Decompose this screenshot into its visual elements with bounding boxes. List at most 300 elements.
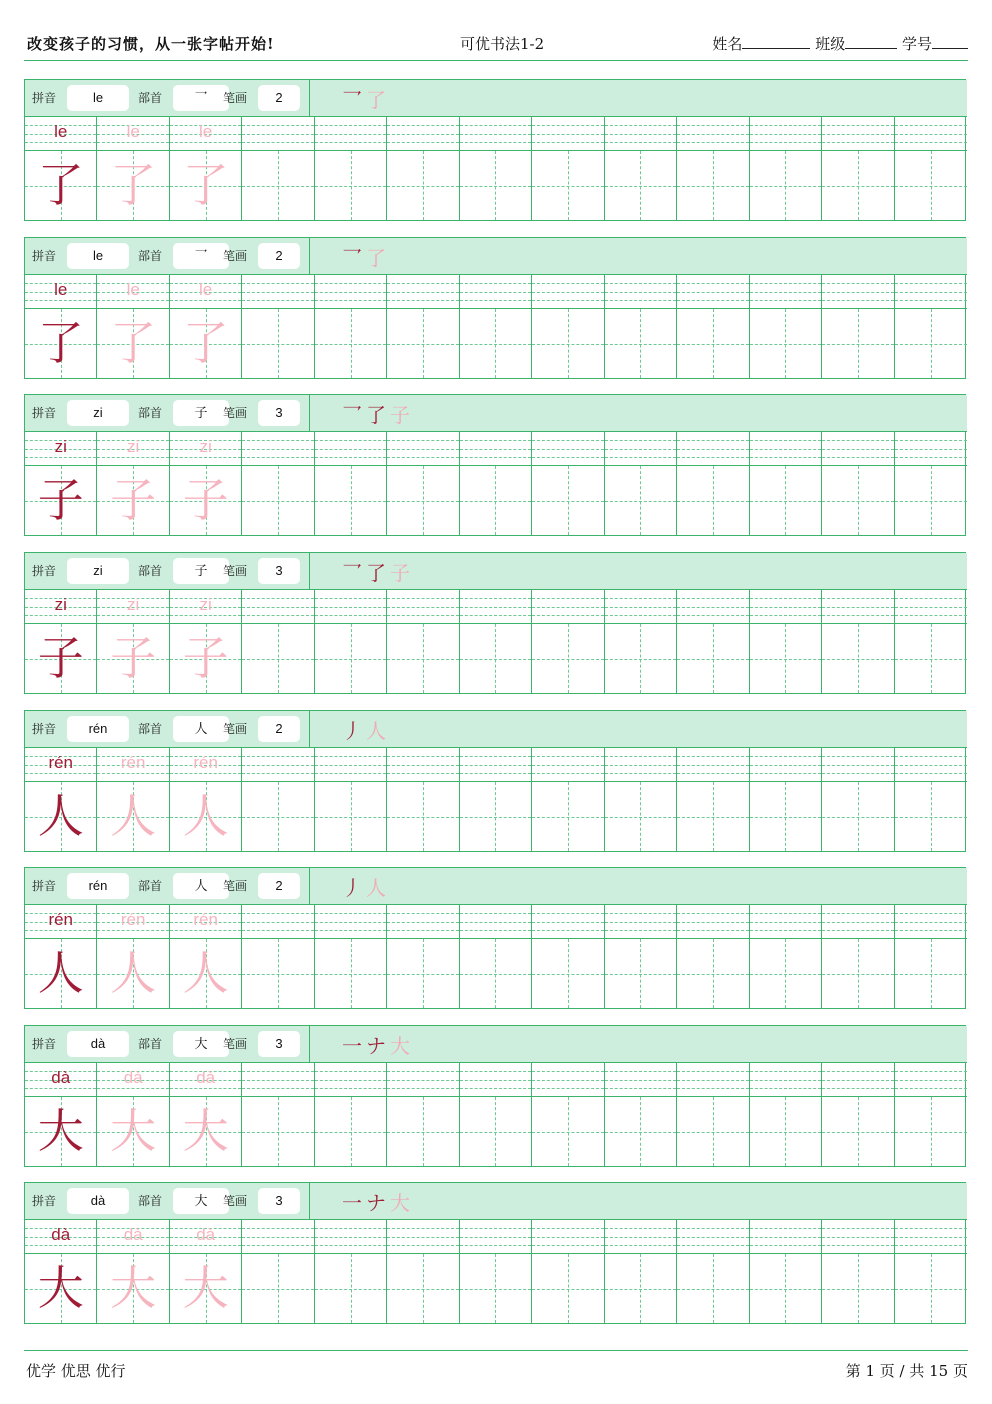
- guide-line: [895, 773, 967, 774]
- pinyin-lines: [532, 905, 603, 939]
- practice-cell[interactable]: [532, 905, 604, 1008]
- guide-line: [387, 659, 458, 660]
- practice-cell[interactable]: [822, 748, 894, 851]
- tian-grid: [170, 1097, 241, 1166]
- guide-line: [605, 125, 676, 126]
- radical-label: 部首: [138, 1037, 163, 1051]
- practice-cell[interactable]: [895, 117, 967, 220]
- practice-cell[interactable]: [387, 590, 459, 693]
- trace-character: 大: [110, 1261, 157, 1315]
- guide-line: [242, 125, 313, 126]
- practice-cell[interactable]: [242, 1220, 314, 1323]
- pinyin-lines: [822, 1063, 893, 1097]
- guide-line: [895, 1080, 967, 1081]
- practice-cell[interactable]: [822, 275, 894, 378]
- practice-cell[interactable]: [460, 275, 532, 378]
- practice-cell[interactable]: [387, 432, 459, 535]
- guide-line: [242, 501, 313, 502]
- guide-line: [605, 765, 676, 766]
- guide-line: [460, 607, 531, 608]
- trace-pinyin: zi: [127, 595, 140, 614]
- practice-cell[interactable]: [97, 748, 169, 851]
- pinyin-lines: [895, 748, 967, 782]
- practice-cell[interactable]: [895, 275, 967, 378]
- practice-cell[interactable]: [25, 1063, 97, 1166]
- practice-cell[interactable]: [822, 117, 894, 220]
- guide-line: [750, 125, 821, 126]
- practice-cell[interactable]: [605, 117, 677, 220]
- tian-grid: [25, 624, 96, 693]
- guide-line: [242, 913, 313, 914]
- practice-cell[interactable]: [315, 432, 387, 535]
- tian-grid: [532, 1254, 603, 1323]
- guide-line: [387, 1071, 458, 1072]
- practice-cell[interactable]: [750, 1220, 822, 1323]
- pinyin-lines: [242, 117, 313, 151]
- guide-line: [822, 292, 893, 293]
- guide-line: [822, 756, 893, 757]
- tian-grid: [170, 624, 241, 693]
- practice-cell[interactable]: [532, 1063, 604, 1166]
- practice-cell[interactable]: [242, 432, 314, 535]
- tian-grid: [750, 782, 821, 851]
- guide-line: [677, 1237, 748, 1238]
- guide-line: [677, 1132, 748, 1133]
- practice-cell[interactable]: [532, 117, 604, 220]
- pinyin-lines: [460, 748, 531, 782]
- guide-line: [387, 1088, 458, 1089]
- guide-line: [460, 1228, 531, 1229]
- info-divider: [309, 395, 310, 431]
- practice-cell[interactable]: [605, 1063, 677, 1166]
- pinyin-lines: [532, 1063, 603, 1097]
- info-divider: [309, 238, 310, 274]
- practice-cell[interactable]: [97, 590, 169, 693]
- tian-grid: [677, 1097, 748, 1166]
- guide-line: [242, 615, 313, 616]
- guide-line: [677, 922, 748, 923]
- guide-line: [895, 134, 967, 135]
- pinyin-lines: [605, 590, 676, 624]
- practice-cell[interactable]: [677, 117, 749, 220]
- tian-grid: [822, 309, 893, 378]
- guide-line: [532, 283, 603, 284]
- practice-cell[interactable]: [460, 1063, 532, 1166]
- pinyin-lines: [97, 275, 168, 309]
- guide-line: [532, 142, 603, 143]
- pinyin-lines: [25, 1220, 96, 1254]
- guide-line: [460, 1088, 531, 1089]
- tian-grid: [170, 309, 241, 378]
- pinyin-lines: [532, 1220, 603, 1254]
- pinyin-lines: [750, 1220, 821, 1254]
- guide-line: [387, 501, 458, 502]
- practice-cell[interactable]: [822, 1063, 894, 1166]
- tian-grid: [532, 309, 603, 378]
- pinyin-lines: [677, 590, 748, 624]
- pinyin-value: dà: [67, 1188, 129, 1214]
- practice-cell[interactable]: [315, 117, 387, 220]
- practice-cell[interactable]: [677, 590, 749, 693]
- guide-line: [822, 449, 893, 450]
- practice-cell[interactable]: [822, 905, 894, 1008]
- stroke-count-value: 2: [258, 716, 300, 742]
- guide-line: [315, 449, 386, 450]
- stroke-step: ナ: [366, 1034, 388, 1058]
- pinyin-lines: [750, 905, 821, 939]
- guide-line: [242, 1228, 313, 1229]
- practice-cell[interactable]: [170, 905, 242, 1008]
- radical-value: 大: [173, 1188, 229, 1214]
- practice-cell[interactable]: [387, 275, 459, 378]
- guide-line: [677, 765, 748, 766]
- practice-cell[interactable]: [242, 117, 314, 220]
- guide-line: [677, 283, 748, 284]
- pinyin-value: le: [67, 85, 129, 111]
- practice-cell[interactable]: [532, 590, 604, 693]
- practice-cell[interactable]: [605, 590, 677, 693]
- practice-cell[interactable]: [25, 905, 97, 1008]
- tian-grid: [25, 939, 96, 1008]
- guide-line: [822, 1080, 893, 1081]
- practice-cell[interactable]: [605, 275, 677, 378]
- practice-cell[interactable]: [895, 1063, 967, 1166]
- practice-cell[interactable]: [170, 432, 242, 535]
- tian-grid: [97, 151, 168, 220]
- guide-line: [605, 930, 676, 931]
- practice-cell[interactable]: [822, 1220, 894, 1323]
- pinyin-lines: [170, 905, 241, 939]
- practice-cell[interactable]: [242, 275, 314, 378]
- practice-cell[interactable]: [25, 1220, 97, 1323]
- guide-line: [532, 134, 603, 135]
- class-label: 班级: [815, 35, 846, 53]
- practice-cell[interactable]: [822, 590, 894, 693]
- guide-line: [750, 1080, 821, 1081]
- guide-line: [750, 501, 821, 502]
- practice-cell[interactable]: [677, 275, 749, 378]
- practice-cell[interactable]: [895, 748, 967, 851]
- guide-line: [532, 1245, 603, 1246]
- practice-cell[interactable]: [895, 432, 967, 535]
- practice-cell[interactable]: [25, 432, 97, 535]
- practice-cell[interactable]: [895, 1220, 967, 1323]
- guide-line: [387, 773, 458, 774]
- practice-cell[interactable]: [460, 905, 532, 1008]
- pinyin-lines: [170, 432, 241, 466]
- guide-line: [822, 930, 893, 931]
- radical-label: 部首: [138, 722, 163, 736]
- guide-line: [895, 1245, 967, 1246]
- tian-grid: [895, 939, 967, 1008]
- guide-line: [750, 1289, 821, 1290]
- practice-block: [24, 710, 966, 852]
- trace-character: 子: [182, 473, 229, 527]
- tian-grid: [822, 782, 893, 851]
- practice-cell[interactable]: [822, 432, 894, 535]
- guide-line: [822, 300, 893, 301]
- tian-grid: [460, 939, 531, 1008]
- guide-line: [895, 765, 967, 766]
- model-character: 大: [37, 1104, 84, 1158]
- pinyin-lines: [387, 275, 458, 309]
- practice-cell[interactable]: [25, 590, 97, 693]
- guide-line: [315, 300, 386, 301]
- guide-line: [532, 440, 603, 441]
- tian-grid: [97, 466, 168, 535]
- practice-cell[interactable]: [315, 275, 387, 378]
- pinyin-value: rén: [67, 716, 129, 742]
- pinyin-lines: [25, 748, 96, 782]
- guide-line: [315, 1088, 386, 1089]
- guide-line: [677, 134, 748, 135]
- practice-cell[interactable]: [750, 905, 822, 1008]
- practice-cell[interactable]: [532, 275, 604, 378]
- guide-line: [895, 186, 967, 187]
- practice-cell[interactable]: [170, 1220, 242, 1323]
- guide-line: [532, 449, 603, 450]
- tian-grid: [532, 151, 603, 220]
- practice-cell[interactable]: [25, 748, 97, 851]
- pinyin-lines: [677, 905, 748, 939]
- guide-line: [460, 773, 531, 774]
- class-field[interactable]: [845, 34, 897, 49]
- student-id-label: 学号: [901, 35, 932, 53]
- practice-cell[interactable]: [750, 748, 822, 851]
- tian-grid: [315, 309, 386, 378]
- trace-pinyin: dà: [196, 1068, 216, 1087]
- practice-cell[interactable]: [460, 1220, 532, 1323]
- tian-grid: [750, 466, 821, 535]
- student-id-field[interactable]: [932, 34, 968, 49]
- tian-grid: [25, 782, 96, 851]
- char-info-bar: [25, 553, 967, 590]
- tian-grid: [677, 624, 748, 693]
- tian-grid: [242, 624, 313, 693]
- guide-line: [242, 283, 313, 284]
- practice-cell[interactable]: [242, 1063, 314, 1166]
- practice-cell[interactable]: [677, 1063, 749, 1166]
- trace-character: 了: [110, 316, 157, 370]
- guide-line: [532, 598, 603, 599]
- practice-cell[interactable]: [97, 905, 169, 1008]
- pinyin-lines: [170, 1220, 241, 1254]
- guide-line: [532, 1289, 603, 1290]
- guide-line: [387, 134, 458, 135]
- practice-cell[interactable]: [170, 748, 242, 851]
- tian-grid: [460, 1254, 531, 1323]
- guide-line: [242, 930, 313, 931]
- practice-cell[interactable]: [605, 748, 677, 851]
- guide-line: [677, 344, 748, 345]
- practice-cell[interactable]: [750, 590, 822, 693]
- guide-line: [750, 1071, 821, 1072]
- practice-cell[interactable]: [387, 117, 459, 220]
- stroke-step: 乛: [342, 561, 364, 585]
- practice-cell[interactable]: [25, 275, 97, 378]
- guide-line: [242, 186, 313, 187]
- guide-line: [822, 659, 893, 660]
- tian-grid: [605, 939, 676, 1008]
- stroke-step: 丿: [342, 876, 364, 900]
- practice-cell[interactable]: [605, 905, 677, 1008]
- practice-cell[interactable]: [387, 905, 459, 1008]
- guide-line: [387, 344, 458, 345]
- practice-cell[interactable]: [460, 748, 532, 851]
- guide-line: [822, 598, 893, 599]
- guide-line: [750, 756, 821, 757]
- practice-cell[interactable]: [97, 1063, 169, 1166]
- tian-grid: [677, 151, 748, 220]
- guide-line: [315, 1228, 386, 1229]
- guide-line: [532, 125, 603, 126]
- model-pinyin: dà: [51, 1225, 71, 1244]
- tian-grid: [532, 1097, 603, 1166]
- practice-cell[interactable]: [242, 590, 314, 693]
- guide-line: [460, 449, 531, 450]
- practice-block: [24, 552, 966, 694]
- guide-line: [750, 922, 821, 923]
- guide-line: [750, 615, 821, 616]
- practice-cell[interactable]: [315, 1063, 387, 1166]
- radical-value: 大: [173, 1031, 229, 1057]
- practice-cell[interactable]: [750, 275, 822, 378]
- pinyin-lines: [97, 905, 168, 939]
- practice-cell[interactable]: [460, 590, 532, 693]
- tian-grid: [605, 624, 676, 693]
- practice-cell[interactable]: [170, 275, 242, 378]
- guide-line: [532, 817, 603, 818]
- tian-grid: [605, 1254, 676, 1323]
- footer-motto: 优学 优思 优行: [26, 1362, 126, 1380]
- pinyin-lines: [242, 275, 313, 309]
- pinyin-lines: [387, 748, 458, 782]
- guide-line: [895, 659, 967, 660]
- practice-cell[interactable]: [315, 905, 387, 1008]
- practice-cell[interactable]: [170, 117, 242, 220]
- stroke-order: [341, 715, 389, 744]
- practice-cell[interactable]: [315, 748, 387, 851]
- pinyin-lines: [170, 275, 241, 309]
- tian-grid: [750, 624, 821, 693]
- tian-grid: [242, 1097, 313, 1166]
- pinyin-lines: [387, 1220, 458, 1254]
- practice-cell[interactable]: [25, 117, 97, 220]
- pinyin-lines: [460, 590, 531, 624]
- guide-line: [460, 134, 531, 135]
- trace-character: 大: [110, 1104, 157, 1158]
- practice-cell[interactable]: [97, 1220, 169, 1323]
- practice-cell[interactable]: [605, 432, 677, 535]
- practice-cell[interactable]: [315, 590, 387, 693]
- guide-line: [460, 300, 531, 301]
- writing-grid: [25, 905, 967, 1008]
- pinyin-lines: [750, 275, 821, 309]
- practice-cell[interactable]: [170, 590, 242, 693]
- guide-line: [895, 344, 967, 345]
- guide-line: [822, 1237, 893, 1238]
- guide-line: [750, 607, 821, 608]
- practice-cell[interactable]: [97, 275, 169, 378]
- guide-line: [387, 457, 458, 458]
- tian-grid: [750, 1254, 821, 1323]
- guide-line: [460, 930, 531, 931]
- practice-block: [24, 79, 966, 221]
- trace-pinyin: rén: [193, 753, 218, 772]
- stroke-step: 大: [390, 1034, 412, 1058]
- guide-line: [822, 1289, 893, 1290]
- char-info-bar: [25, 395, 967, 432]
- pinyin-lines: [677, 117, 748, 151]
- tian-grid: [387, 939, 458, 1008]
- practice-cell[interactable]: [677, 748, 749, 851]
- practice-cell[interactable]: [605, 1220, 677, 1323]
- guide-line: [242, 134, 313, 135]
- practice-cell[interactable]: [532, 432, 604, 535]
- practice-cell[interactable]: [750, 1063, 822, 1166]
- guide-line: [315, 1071, 386, 1072]
- practice-cell[interactable]: [750, 432, 822, 535]
- practice-cell[interactable]: [460, 117, 532, 220]
- practice-cell[interactable]: [242, 748, 314, 851]
- practice-cell[interactable]: [677, 905, 749, 1008]
- practice-cell[interactable]: [170, 1063, 242, 1166]
- practice-cell[interactable]: [387, 1063, 459, 1166]
- practice-cell[interactable]: [677, 432, 749, 535]
- guide-line: [605, 913, 676, 914]
- practice-cell[interactable]: [460, 432, 532, 535]
- practice-cell[interactable]: [750, 117, 822, 220]
- guide-line: [387, 756, 458, 757]
- radical-label: 部首: [138, 249, 163, 263]
- practice-cell[interactable]: [677, 1220, 749, 1323]
- practice-cell[interactable]: [532, 1220, 604, 1323]
- practice-cell[interactable]: [532, 748, 604, 851]
- pinyin-lines: [750, 432, 821, 466]
- practice-cell[interactable]: [895, 905, 967, 1008]
- tian-grid: [822, 466, 893, 535]
- practice-cell[interactable]: [315, 1220, 387, 1323]
- guide-line: [387, 922, 458, 923]
- guide-line: [242, 344, 313, 345]
- char-info-bar: [25, 238, 967, 275]
- guide-line: [242, 1245, 313, 1246]
- practice-block: [24, 394, 966, 536]
- pinyin-lines: [460, 275, 531, 309]
- practice-cell[interactable]: [387, 1220, 459, 1323]
- pinyin-lines: [677, 432, 748, 466]
- guide-line: [895, 913, 967, 914]
- stroke-count-value: 3: [258, 1031, 300, 1057]
- guide-line: [242, 300, 313, 301]
- guide-line: [750, 457, 821, 458]
- guide-line: [242, 142, 313, 143]
- guide-line: [315, 1132, 386, 1133]
- radical-value: 乛: [173, 85, 229, 111]
- name-field[interactable]: [742, 34, 810, 49]
- tian-grid: [315, 939, 386, 1008]
- tian-grid: [895, 309, 967, 378]
- pinyin-lines: [895, 590, 967, 624]
- practice-cell[interactable]: [97, 117, 169, 220]
- guide-line: [460, 440, 531, 441]
- practice-cell[interactable]: [242, 905, 314, 1008]
- practice-cell[interactable]: [97, 432, 169, 535]
- practice-cell[interactable]: [387, 748, 459, 851]
- guide-line: [387, 125, 458, 126]
- practice-cell[interactable]: [895, 590, 967, 693]
- tian-grid: [895, 624, 967, 693]
